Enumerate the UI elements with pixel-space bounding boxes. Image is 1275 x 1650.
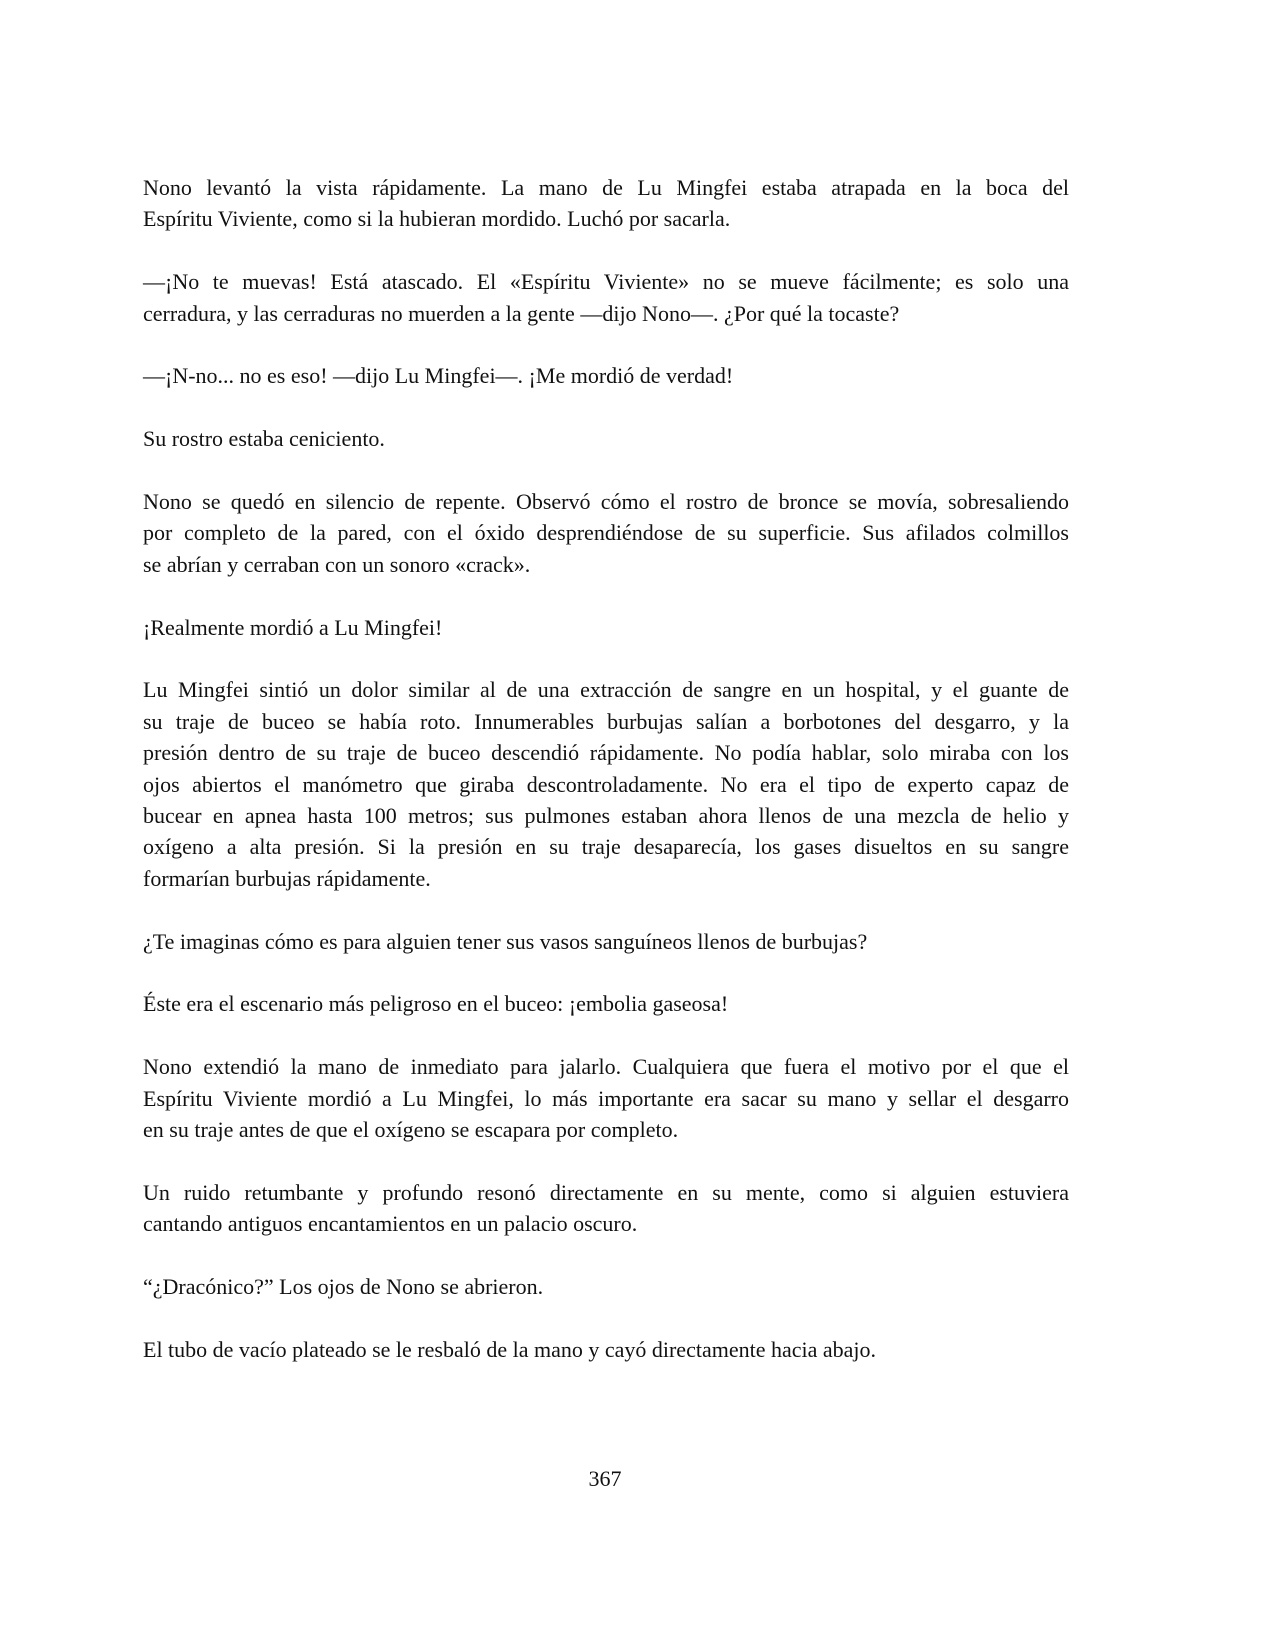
text-line: Nono extendió la mano de inmediato para jalarlo. Cualquiera que fuera el motivo por el que el bbox=[143, 1054, 1069, 1080]
text-line: Nono se quedó en silencio de repente. Observó cómo el rostro de bronce se movía, sobresaliendo bbox=[143, 489, 1069, 514]
paragraph bbox=[143, 1334, 1069, 1365]
text-line: “¿Dracónico?” Los ojos de Nono se abrieron. bbox=[143, 1274, 544, 1300]
text-line: por completo de la pared, con el óxido desprendiéndose de su superficie. Sus afilados colmillos bbox=[143, 520, 1069, 546]
paragraph bbox=[143, 360, 1069, 391]
text-line: ojos abiertos el manómetro que giraba descontroladamente. No era el tipo de experto capaz de bbox=[143, 771, 1069, 797]
text-line: Espíritu Viviente mordió a Lu Mingfei, lo más importante era sacar su mano y sellar el desgarro bbox=[143, 1085, 1069, 1111]
paragraph bbox=[143, 988, 1069, 1019]
text-line: Espíritu Viviente, como si la hubieran mordido. Luchó por sacarla. bbox=[143, 206, 731, 232]
text-line: su traje de buceo se había roto. Innumerables burbujas salían a borbotones del desgarro, y la bbox=[143, 708, 1069, 734]
paragraph bbox=[143, 486, 1069, 580]
text-line: —¡N-no... no es eso! —dijo Lu Mingfei—. ¡Me mordió de verdad! bbox=[143, 363, 734, 389]
text-line: cerradura, y las cerraduras no muerden a la gente —dijo Nono—. ¿Por qué la tocaste? bbox=[143, 300, 900, 326]
paragraph bbox=[143, 1177, 1069, 1240]
text-line: formarían burbujas rápidamente. bbox=[143, 865, 431, 891]
paragraph bbox=[143, 423, 1069, 454]
text-line: ¿Te imaginas cómo es para alguien tener sus vasos sanguíneos llenos de burbujas? bbox=[143, 928, 868, 954]
text-line: oxígeno a alta presión. Si la presión en su traje desaparecía, los gases disueltos en su sangre bbox=[143, 834, 1069, 860]
text-line: Lu Mingfei sintió un dolor similar al de una extracción de sangre en un hospital, y el guante de bbox=[143, 677, 1069, 703]
paragraph bbox=[143, 172, 1069, 235]
paragraph bbox=[143, 1051, 1069, 1145]
paragraph bbox=[143, 674, 1069, 894]
page-body bbox=[143, 172, 1069, 1397]
text-line: presión dentro de su traje de buceo descendió rápidamente. No podía hablar, solo miraba con los bbox=[143, 740, 1069, 766]
text-line: Nono levantó la vista rápidamente. La mano de Lu Mingfei estaba atrapada en la boca del bbox=[143, 175, 1069, 200]
text-line: Un ruido retumbante y profundo resonó directamente en su mente, como si alguien estuviera bbox=[143, 1179, 1069, 1205]
text-line: ¡Realmente mordió a Lu Mingfei! bbox=[143, 614, 443, 640]
text-line: cantando antiguos encantamientos en un palacio oscuro. bbox=[143, 1211, 638, 1237]
text-line: bucear en apnea hasta 100 metros; sus pulmones estaban ahora llenos de una mezcla de helio y bbox=[143, 803, 1069, 829]
paragraph bbox=[143, 926, 1069, 957]
text-line: en su traje antes de que el oxígeno se escapara por completo. bbox=[143, 1117, 679, 1143]
text-line: El tubo de vacío plateado se le resbaló de la mano y cayó directamente hacia abajo. bbox=[143, 1336, 877, 1362]
page-number: 367 bbox=[588, 1466, 622, 1491]
paragraph bbox=[143, 266, 1069, 329]
text-line: Su rostro estaba ceniciento. bbox=[143, 426, 385, 452]
text-line: —¡No te muevas! Está atascado. El «Espíritu Viviente» no se mueve fácilmente; es solo una bbox=[143, 269, 1069, 295]
paragraph bbox=[143, 612, 1069, 643]
text-line: Éste era el escenario más peligroso en el buceo: ¡embolia gaseosa! bbox=[143, 991, 729, 1017]
text-line: se abrían y cerraban con un sonoro «crack». bbox=[143, 551, 531, 577]
paragraph bbox=[143, 1271, 1069, 1302]
